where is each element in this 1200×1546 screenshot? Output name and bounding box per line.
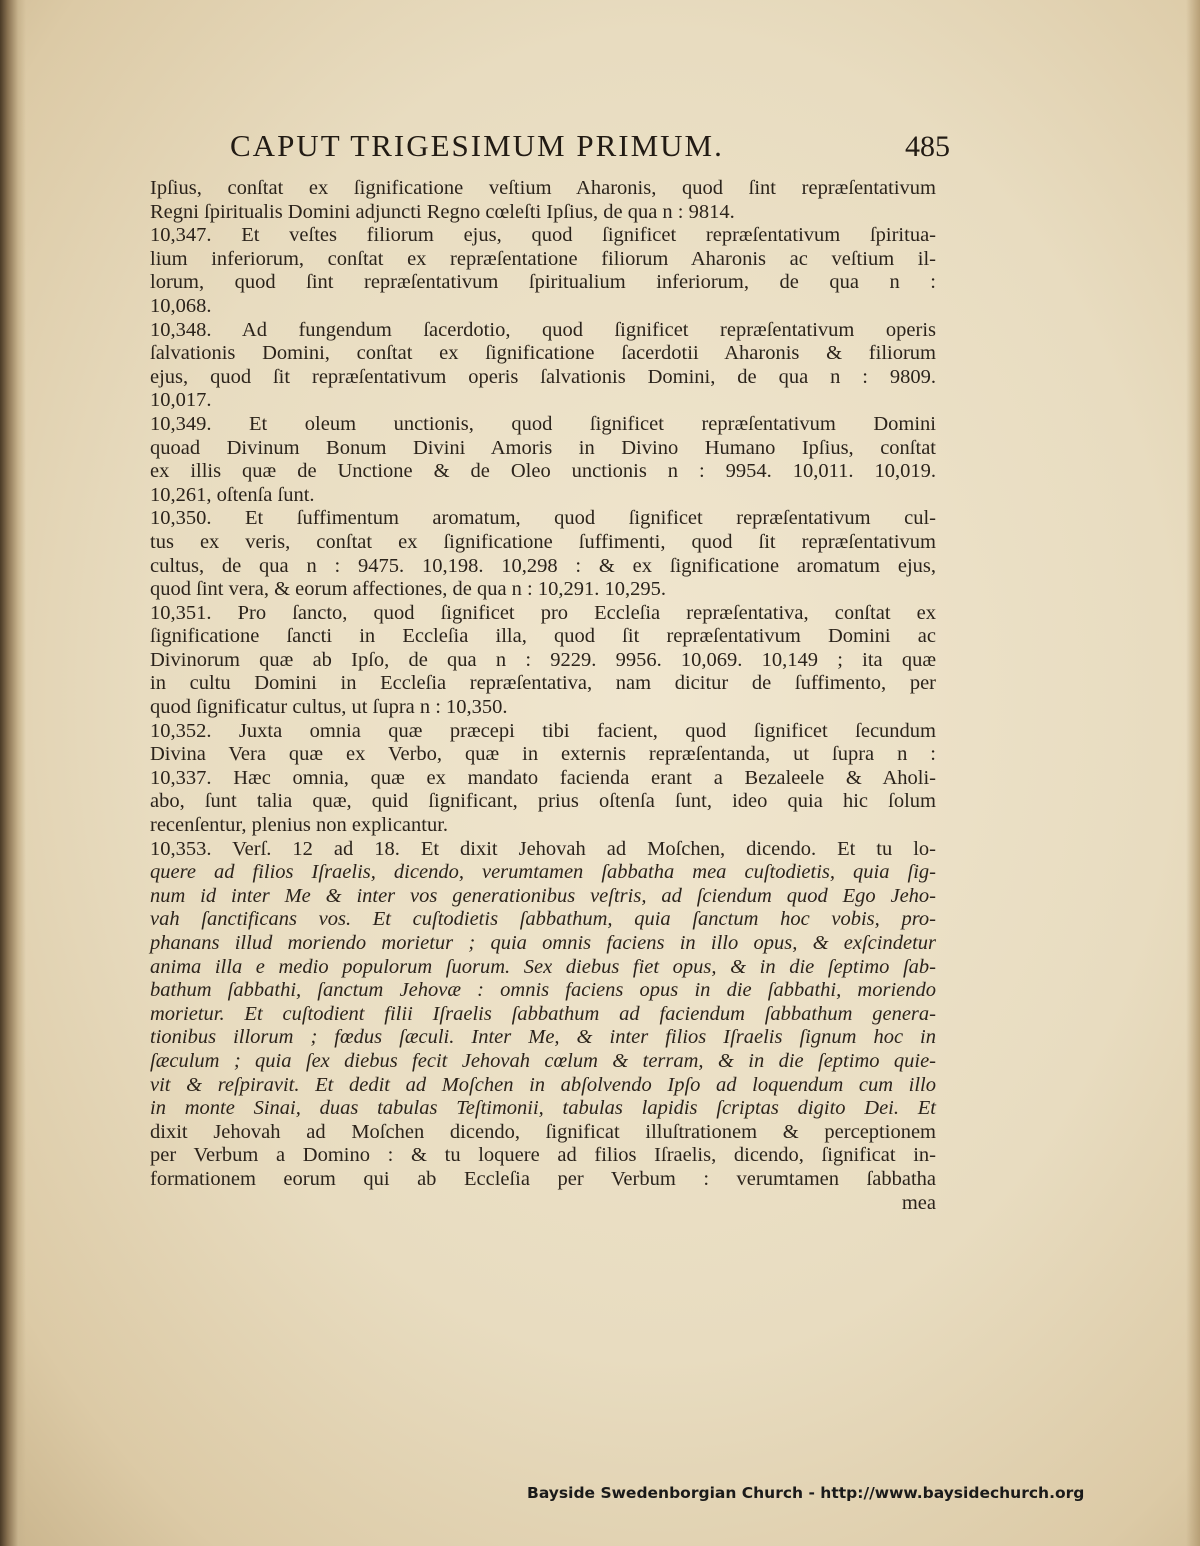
text-line: 10,347. Et veſtes filiorum ejus, quod ſignificet repræſentativum ſpiritua- — [150, 224, 936, 247]
text-line: cultus, de qua n : 9475. 10,198. 10,298 : & ex ſignificatione aromatum ejus, — [150, 554, 936, 577]
text-line: tus ex veris, conſtat ex ſignificatione ſuffimenti, quod ſit repræſentativum — [150, 530, 936, 553]
text-line: 10,352. Juxta omnia quæ præcepi tibi facient, quod ſignificet ſecundum — [150, 719, 936, 742]
page-fold-shadow — [0, 0, 26, 1546]
text-line: dixit Jehovah ad Moſchen dicendo, ſignificat illuſtrationem & perceptionem — [150, 1120, 936, 1143]
text-line: recenſentur, plenius non explicantur. — [150, 814, 449, 837]
text-line: formationem eorum qui ab Eccleſia per Verbum : verumtamen ſabbatha — [150, 1167, 936, 1190]
page-number: 485 — [905, 130, 950, 163]
text-line: Ipſius, conſtat ex ſignificatione veſtium Aharonis, quod ſint repræſentativum — [150, 177, 936, 199]
text-line: per Verbum a Domino : & tu loquere ad filios Iſraelis, dicendo, ſignificat in- — [150, 1144, 936, 1167]
text-line: quere ad filios Iſraelis, dicendo, verumtamen ſabbatha mea cuſtodietis, quia ſig- — [150, 861, 936, 884]
text-line: 10,353. Verſ. 12 ad 18. Et dixit Jehovah ad Moſchen, dicendo. Et tu lo- — [150, 837, 936, 860]
running-header — [230, 128, 950, 172]
text-line: 10,351. Pro ſancto, quod ſignificet pro Eccleſia repræſentativa, conſtat ex — [150, 601, 936, 624]
text-line: 10,349. Et oleum unctionis, quod ſignificet repræſentativum Domini — [150, 412, 936, 435]
text-line: ſæculum ; quia ſex diebus fecit Jehovah cœlum & terram, & in die ſeptimo quie- — [150, 1049, 936, 1072]
chapter-title: CAPUT TRIGESIMUM PRIMUM. — [230, 128, 724, 163]
text-line: abo, ſunt talia quæ, quid ſignificant, prius oſtenſa ſunt, ideo quia hic ſolum — [150, 790, 936, 813]
text-line: vah ſanctificans vos. Et cuſtodietis ſabbathum, quia ſanctum hoc vobis, pro- — [150, 908, 936, 931]
text-line: ſalvationis Domini, conſtat ex ſignificatione ſacerdotii Aharonis & filiorum — [150, 342, 936, 365]
text-line: mea — [901, 1191, 936, 1214]
text-line: 10,068. — [150, 294, 212, 317]
text-line: ejus, quod ſit repræſentativum operis ſalvationis Domini, de qua n : 9809. — [150, 365, 936, 388]
text-line: ſignificatione ſancti in Eccleſia illa, quod ſit repræſentativum Domini ac — [150, 625, 936, 648]
text-line: lorum, quod ſint repræſentativum ſpiritualium inferiorum, de qua n : — [150, 271, 936, 294]
text-line: 10,348. Ad fungendum ſacerdotio, quod ſignificet repræſentativum operis — [150, 318, 936, 341]
text-line: 10,017. — [150, 389, 212, 412]
text-line: vit & reſpiravit. Et dedit ad Moſchen in abſolvendo Ipſo ad loquendum cum illo — [150, 1073, 936, 1096]
text-line: 10,261, oſtenſa ſunt. — [150, 483, 315, 506]
text-line: phanans illud moriendo morietur ; quia omnis faciens in illo opus, & exſcindetur — [150, 932, 936, 954]
text-line: quod ſint vera, & eorum affectiones, de qua n : 10,291. 10,295. — [150, 578, 666, 601]
text-line: Divina Vera quæ ex Verbo, quæ in externis repræſentanda, ut ſupra n : — [150, 743, 936, 766]
text-line: 10,337. Hæc omnia, quæ ex mandato facienda erant a Bezaleele & Aholi- — [150, 766, 936, 789]
text-line: Divinorum quæ ab Ipſo, de qua n : 9229. 9956. 10,069. 10,149 ; ita quæ — [150, 648, 936, 671]
text-line: bathum ſabbathi, ſanctum Jehovæ : omnis faciens opus in die ſabbathi, moriendo — [150, 979, 936, 1002]
footer-credit: Bayside Swedenborgian Church - http://www.baysidechurch.org — [527, 1484, 1085, 1502]
text-line: Regni ſpiritualis Domini adjuncti Regno cœleſti Ipſius, de qua n : 9814. — [150, 200, 735, 223]
text-line: anima illa e medio populorum ſuorum. Sex diebus fiet opus, & in die ſeptimo ſab- — [150, 955, 936, 978]
text-line: in cultu Domini in Eccleſia repræſentativa, nam dicitur de ſuffimento, per — [150, 672, 936, 695]
text-line: in monte Sinai, duas tabulas Teſtimonii, tabulas lapidis ſcriptas digito Dei. Et — [150, 1097, 936, 1120]
text-line: ex illis quæ de Unctione & de Oleo unctionis n : 9954. 10,011. 10,019. — [150, 460, 936, 483]
text-line: tionibus illorum ; fœdus ſæculi. Inter Me, & inter filios Iſraelis ſignum hoc in — [150, 1026, 936, 1049]
text-line: quoad Divinum Bonum Divini Amoris in Divino Humano Ipſius, conſtat — [150, 436, 936, 459]
text-line: lium inferiorum, conſtat ex repræſentatione filiorum Aharonis ac veſtium il- — [150, 247, 936, 270]
body-text — [150, 177, 936, 1215]
text-line: num id inter Me & inter vos generationibus veſtris, ad ſciendum quod Ego Jeho- — [150, 884, 936, 907]
text-line: 10,350. Et ſuffimentum aromatum, quod ſignificet repræſentativum cul- — [150, 507, 936, 530]
text-line: morietur. Et cuſtodient filii Iſraelis ſabbathum ad faciendum ſabbathum genera- — [150, 1002, 936, 1025]
text-line: quod ſignificatur cultus, ut ſupra n : 10,350. — [150, 696, 508, 719]
page-edge — [1186, 0, 1200, 1546]
